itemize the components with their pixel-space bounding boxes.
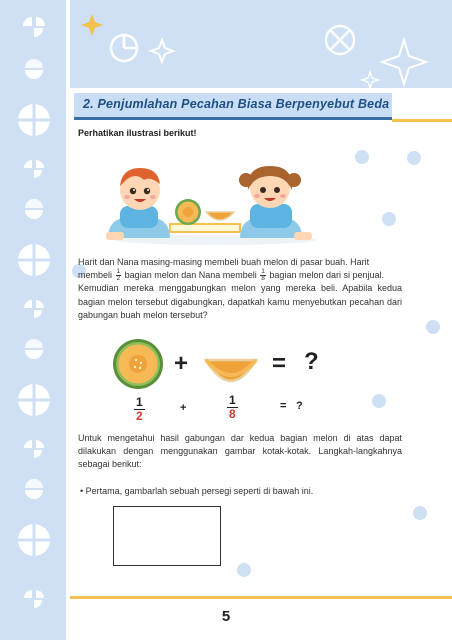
sparkle-outline-icon — [382, 40, 426, 84]
pie-icon — [25, 339, 43, 359]
story-line-3: Kemudian mereka menggabungkan melon yang mereka beli. Apabila kedua bagian melon tersebut digabungkan, dapatkah kamu menyebutkan pecahan dari gabungan buah melon tersebut? — [78, 283, 402, 320]
pie-icon — [25, 479, 43, 499]
story-line-2c: bagian melon dari si penjual. — [269, 270, 384, 281]
sparkle-outline-icon — [151, 40, 173, 62]
top-band-icons — [70, 0, 452, 88]
story-line-2a: membeli — [78, 270, 113, 281]
melon-slice-illustration — [206, 212, 234, 220]
pie-icon — [24, 440, 44, 458]
left-strip-icons — [0, 0, 66, 640]
boy-figure — [106, 168, 170, 240]
title-accent-rule — [392, 119, 452, 122]
empty-square-box — [113, 506, 221, 566]
pie-icon — [24, 160, 44, 178]
section-title: 2. Penjumlahan Pecahan Biasa Berpenyebut Beda — [83, 97, 390, 111]
question-mark-large: ? — [304, 348, 319, 375]
instruction-bullet: • Pertama, gambarlah sebuah persegi seperti di bawah ini. — [80, 486, 314, 496]
pie-chart-icon — [111, 35, 137, 61]
section-title-bar — [74, 93, 392, 120]
explanation-paragraph: Untuk mengetahui hasil gabungan dar kedua bagian melon di atas dapat dilakukan dengan menggunakan gambar kotak-kotak. Langkah-langkahnya sebagai berikut: — [78, 433, 402, 470]
story-paragraph — [78, 256, 402, 322]
question-mark: ? — [296, 400, 303, 412]
bottom-accent-rule — [70, 596, 452, 599]
sparkle-icon — [81, 14, 103, 36]
pie-icon — [23, 17, 45, 37]
story-line-1: Harit dan Nana masing-masing membeli buah melon di pasar buah. Harit — [78, 257, 370, 267]
fraction-one-eighth: $\frac{1}{8}$ — [229, 393, 236, 421]
pie-icon — [24, 300, 44, 318]
decorative-dot — [372, 394, 386, 408]
kids-illustration — [100, 160, 330, 246]
melon-slice-picture — [204, 356, 258, 388]
inline-fraction-eighth: $\frac{1}{8}$ — [261, 268, 265, 283]
pie-icon — [25, 59, 43, 79]
sparkle-outline-icon — [362, 72, 378, 88]
melon-half-illustration — [175, 199, 201, 225]
decorative-dot — [382, 212, 396, 226]
plus-sign: + — [180, 402, 187, 414]
fraction-one-half: $\frac{1}{2}$ — [136, 395, 143, 423]
x-circle-icon — [326, 26, 354, 54]
pie-icon — [25, 199, 43, 219]
inline-fraction-half: $\frac{1}{2}$ — [116, 268, 121, 283]
equals-sign-large: = — [272, 350, 287, 377]
decorative-dot — [413, 506, 427, 520]
instruction-subtitle: Perhatikan ilustrasi berikut! — [78, 128, 197, 138]
story-line-2b: bagian melon dan Nana membeli — [124, 270, 257, 281]
decorative-dot — [237, 563, 251, 577]
girl-figure — [239, 166, 312, 240]
pie-icon — [24, 590, 44, 608]
melon-half-picture — [112, 338, 164, 390]
plus-sign-large: + — [174, 350, 189, 377]
left-strip-edge — [66, 0, 70, 640]
page-number: 5 — [221, 608, 231, 625]
decorative-dot — [407, 151, 421, 165]
decorative-dot — [426, 320, 440, 334]
equals-sign: = — [280, 400, 287, 412]
decorative-dot — [355, 150, 369, 164]
